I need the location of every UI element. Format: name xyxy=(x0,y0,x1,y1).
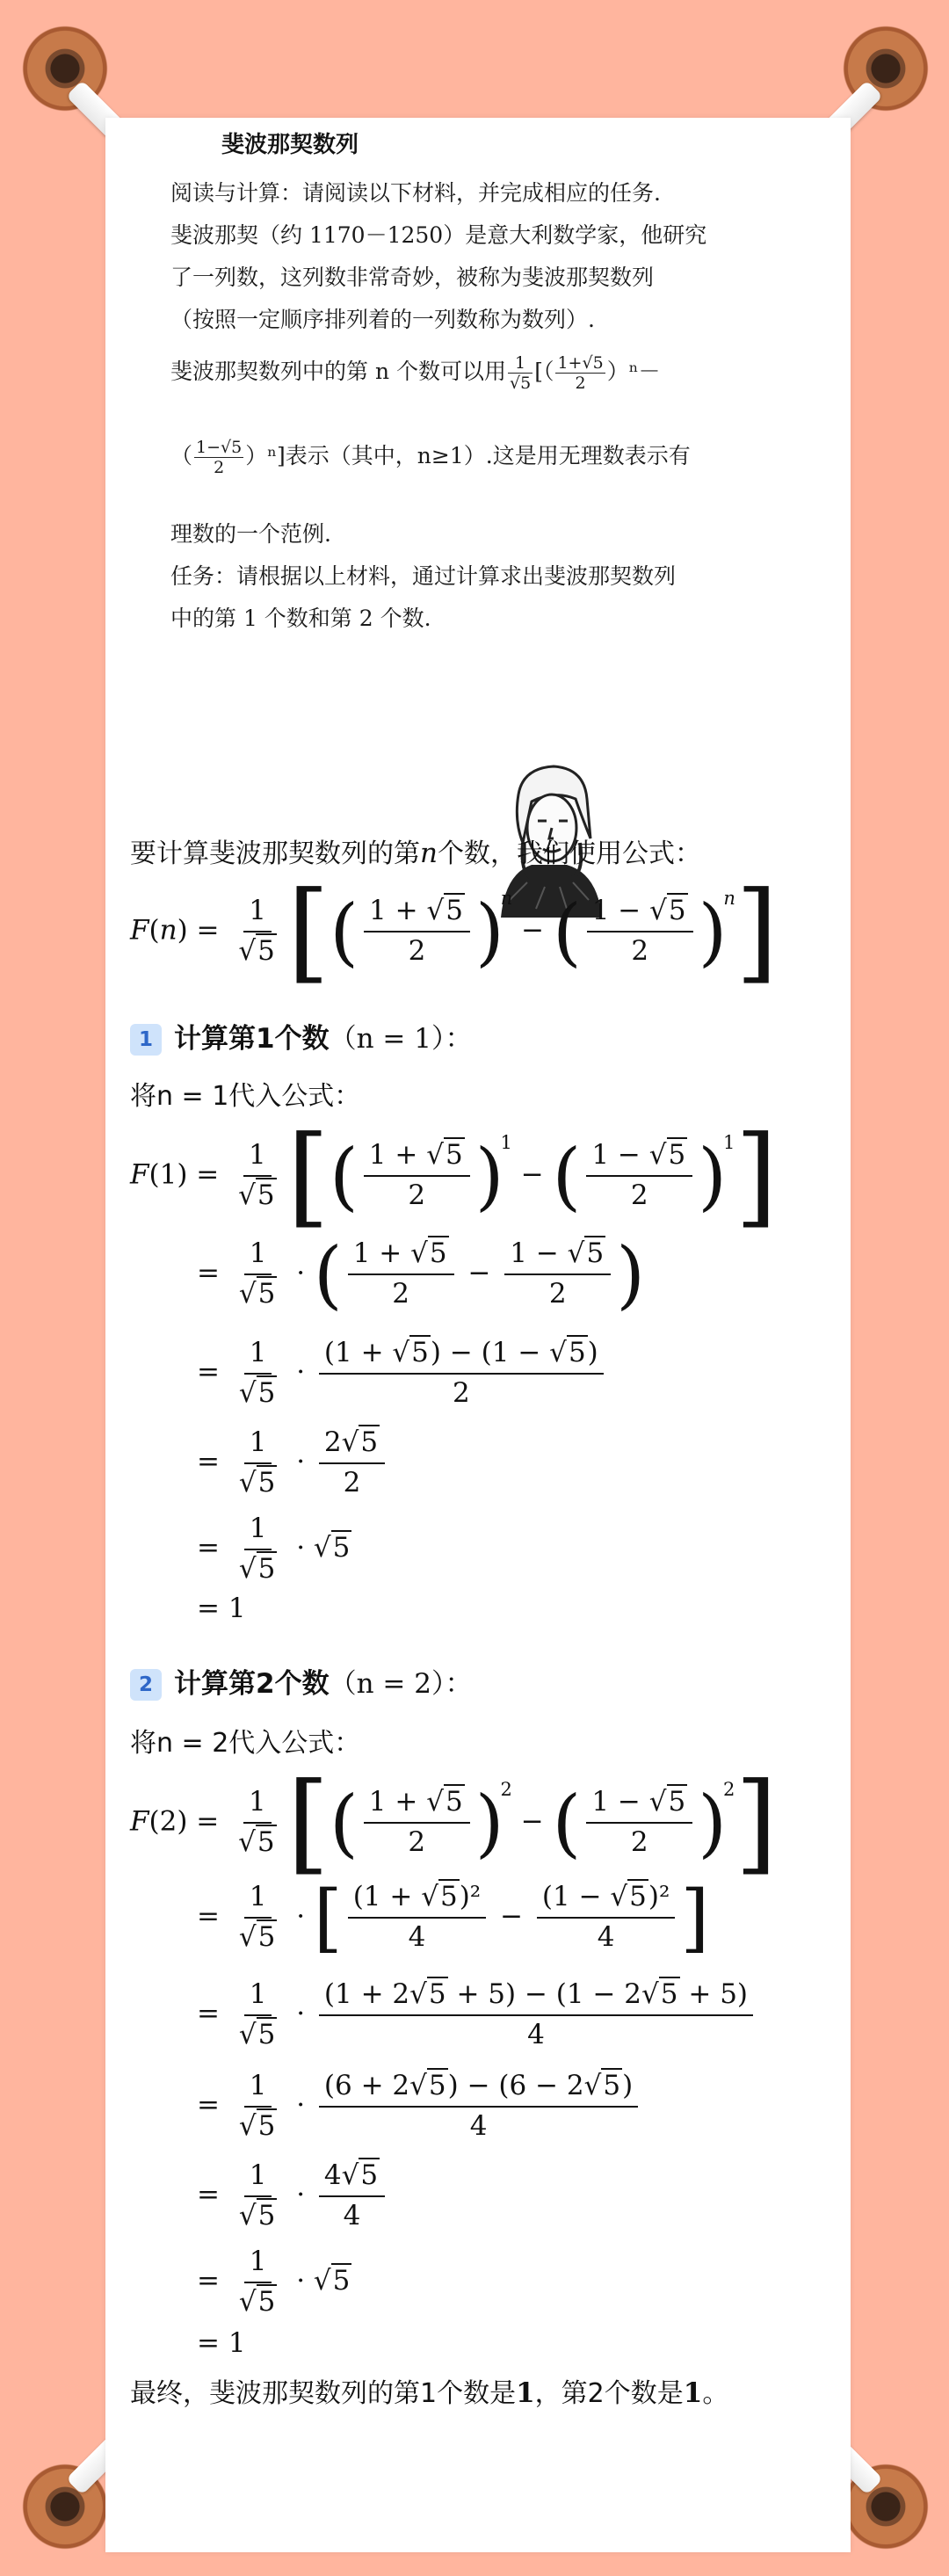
answer-second: 1 xyxy=(683,2377,703,2409)
intro-text: 个数，我们使用公式： xyxy=(437,838,701,869)
problem-line: 斐波那契数列中的第 n 个数可以用 xyxy=(170,359,506,384)
bracket-text: ）ⁿ－ xyxy=(606,359,661,384)
problem-line: 任务：请根据以上材料，通过计算求出斐波那契数列 xyxy=(170,563,677,589)
step2-eq-2: = $\frac{1}{√5}$ · [ $\frac{\text{(1 + √5)²}}{4}$ − $\frac{\text{(1 − √5)²}}{4}$ ] xyxy=(197,1875,710,1961)
variable-n: n xyxy=(420,838,438,869)
conclusion-text: ，第2个数是 xyxy=(534,2378,684,2409)
step2-heading xyxy=(130,1661,472,1701)
problem-formula-line xyxy=(170,353,661,393)
step2-substitute: 将n = 2代入公式： xyxy=(130,1728,361,1759)
paper-card xyxy=(105,118,851,2552)
step1-substitute: 将n = 1代入公式： xyxy=(130,1081,361,1112)
step2-badge: 2 xyxy=(130,1669,162,1701)
step1-title: 计算第1个数 xyxy=(174,1023,330,1055)
conclusion xyxy=(130,2371,728,2410)
problem-scan xyxy=(148,118,824,803)
problem-line: 了一列数，这列数非常奇妙，被称为斐波那契数列 xyxy=(170,265,655,290)
step1-result-value: 1 xyxy=(228,1593,246,1624)
inline-fraction: $\frac{1}{√5}$ xyxy=(510,353,532,393)
step1-eq-1: F(1) = $\frac{1}{√5}$ [( $\frac{1 + √5}{2}$ )$^1$ − ( $\frac{1 - √5}{2}$ )$^1$] xyxy=(130,1113,778,1239)
problem-line: ）ⁿ]表示（其中，n≥1）.这是用无理数表示有 xyxy=(245,443,691,468)
problem-formula-line xyxy=(170,438,691,477)
step2-eq-5: = $\frac{1}{√5}$ · $\frac{4√5}{4}$ xyxy=(197,2160,390,2231)
bracket-text: （ xyxy=(170,443,193,468)
solution-intro xyxy=(130,831,701,870)
step2-result: = 1 xyxy=(197,2327,246,2359)
intro-text: 要计算斐波那契数列的第 xyxy=(130,838,420,869)
step1-result: = 1 xyxy=(197,1593,246,1624)
step1-condition: （n = 1）： xyxy=(329,1023,473,1055)
step2-condition: （n = 2）： xyxy=(329,1668,473,1700)
step1-eq-3: = $\frac{1}{√5}$ · $\frac{(1 + √5) - (1 - √5)}{2}$ xyxy=(197,1338,609,1409)
step2-title: 计算第2个数 xyxy=(174,1668,330,1700)
inline-fraction: $\frac{1-√5}{2}$ xyxy=(196,438,243,477)
inline-fraction: $\frac{1+√5}{2}$ xyxy=(557,353,604,393)
conclusion-text: 最终，斐波那契数列的第1个数是 xyxy=(130,2378,517,2409)
problem-line: 理数的一个范例. xyxy=(170,521,331,547)
problem-line: （按照一定顺序排列着的一列数称为数列）. xyxy=(170,307,595,332)
step2-eq-6: = $\frac{1}{√5}$ · √5 xyxy=(197,2246,351,2318)
problem-line: 阅读与计算：请阅读以下材料，并完成相应的任务. xyxy=(170,180,661,206)
step2-eq-4: = $\frac{1}{√5}$ · $\frac{(6 + 2√5) - (6 - 2√5)}{4}$ xyxy=(197,2071,643,2142)
problem-line: 斐波那契（约 1170－1250）是意大利数学家，他研究 xyxy=(170,222,707,248)
problem-line: 中的第 1 个数和第 2 个数. xyxy=(170,606,431,631)
bracket-text: [（ xyxy=(534,359,554,384)
step1-heading xyxy=(130,1016,472,1056)
step2-eq-3: = $\frac{1}{√5}$ · $\frac{(1 + 2√5 + 5) - (1 - 2√5 + 5)}{4}$ xyxy=(197,1979,758,2050)
general-formula: F(n) = $\frac{1}{√5}$ [( $\frac{1 + √5}{2}$ )$^n$ − ( $\frac{1 - √5}{2}$ )$^n$] xyxy=(130,868,779,995)
step2-eq-1: F(2) = $\frac{1}{√5}$ [( $\frac{1 + √5}{2}$ )$^2$ − ( $\frac{1 - √5}{2}$ )$^2$] xyxy=(130,1760,778,1886)
problem-title: 斐波那契数列 xyxy=(221,132,359,158)
step1-badge: 1 xyxy=(130,1024,162,1056)
answer-first: 1 xyxy=(516,2377,535,2409)
step1-eq-2: = $\frac{1}{√5}$ · ( $\frac{1 + √5}{2}$ − $\frac{1 - √5}{2}$ ) xyxy=(197,1231,645,1317)
step1-eq-5: = $\frac{1}{√5}$ · √5 xyxy=(197,1513,351,1585)
step1-eq-4: = $\frac{1}{√5}$ · $\frac{2√5}{2}$ xyxy=(197,1427,390,1498)
conclusion-text: 。 xyxy=(702,2378,729,2409)
step2-result-value: 1 xyxy=(228,2327,246,2359)
